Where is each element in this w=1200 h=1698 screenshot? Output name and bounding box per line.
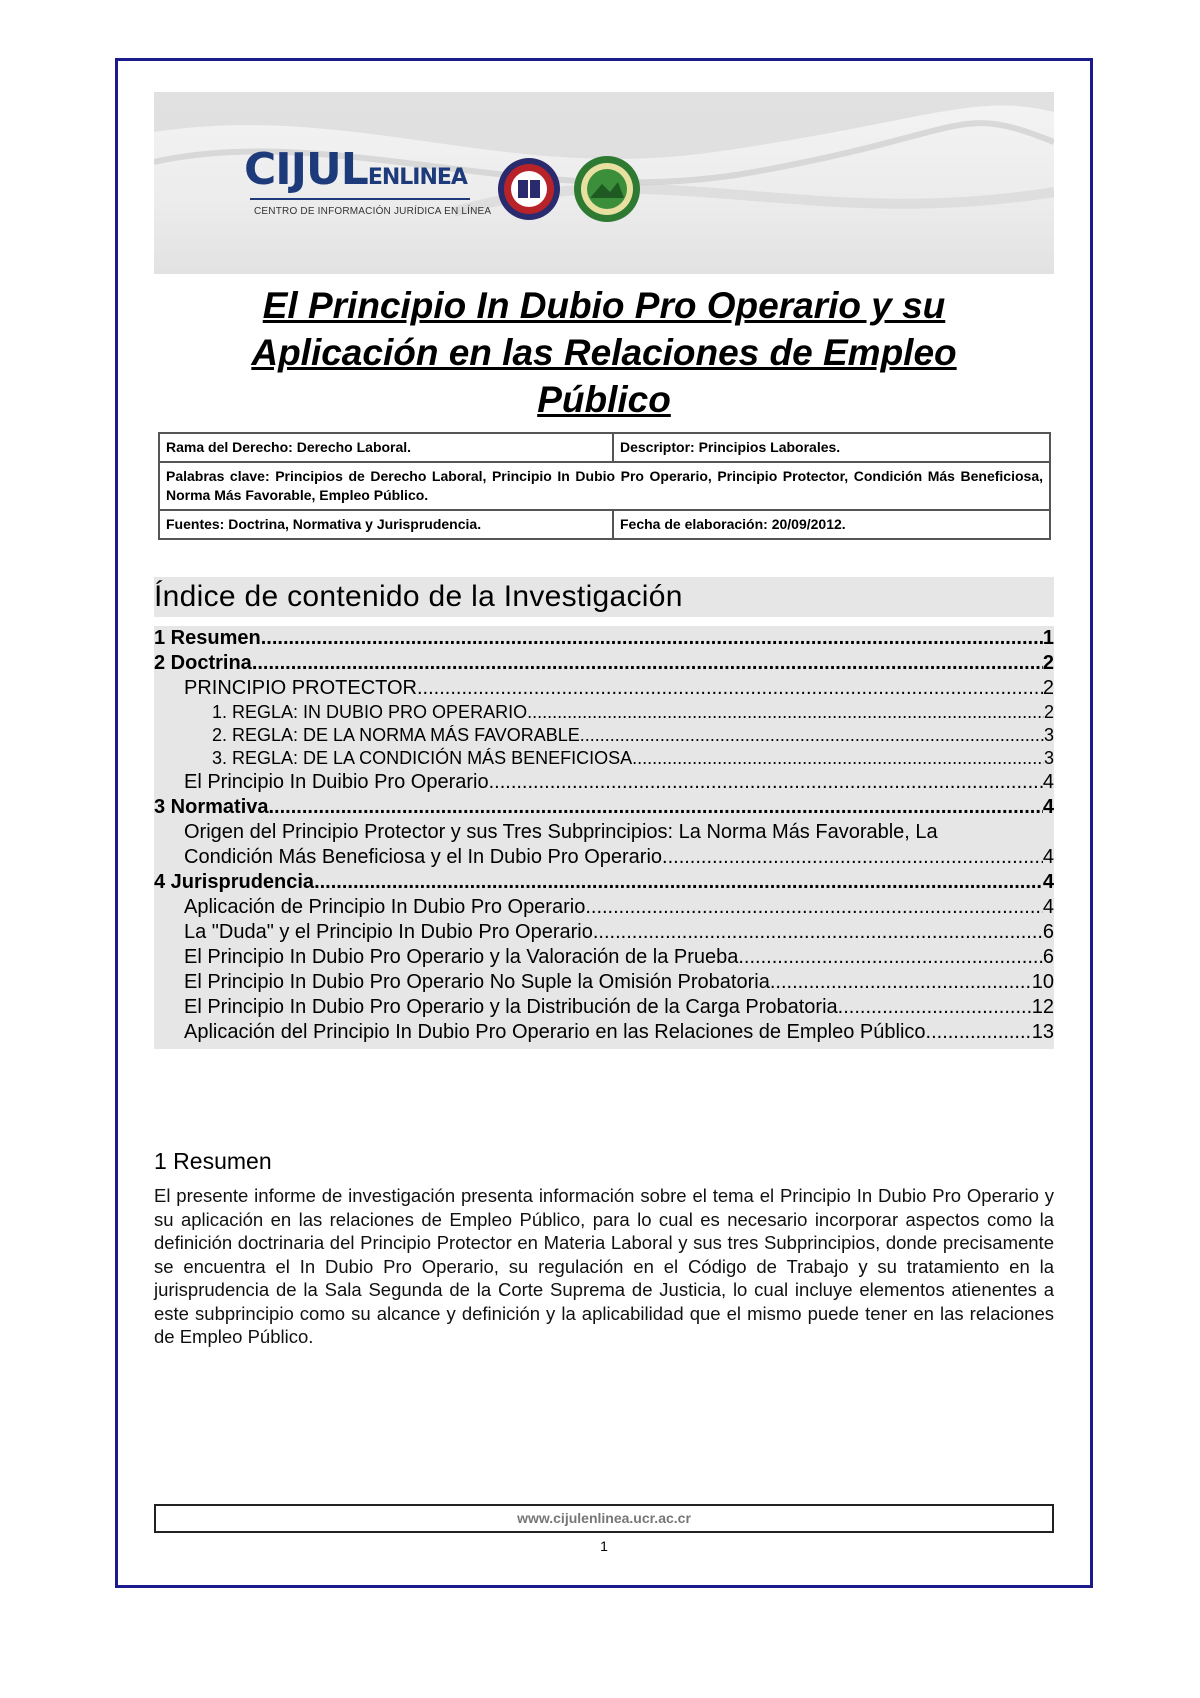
toc-leader	[252, 651, 1043, 676]
meta-descriptor: Descriptor: Principios Laborales.	[613, 433, 1050, 462]
toc-page: 3	[1043, 748, 1054, 768]
toc-leader	[269, 795, 1043, 820]
toc-page: 1	[1042, 627, 1054, 649]
toc-item-omision[interactable]	[154, 970, 1054, 995]
toc-item-regla-3[interactable]	[154, 747, 1054, 770]
toc-leader	[489, 770, 1043, 795]
toc-item-normativa[interactable]	[154, 795, 1054, 820]
toc-item-valoracion[interactable]	[154, 945, 1054, 970]
toc-item-principio-duibio[interactable]	[154, 770, 1054, 795]
toc-item-regla-2[interactable]	[154, 724, 1054, 747]
footer-url[interactable]: www.cijulenlinea.ucr.ac.cr	[154, 1504, 1054, 1533]
toc-page: 2	[1042, 652, 1054, 674]
logo-subtitle: CENTRO DE INFORMACIÓN JURÍDICA EN LÍNEA	[254, 206, 492, 217]
toc-item-origen-line-2[interactable]	[154, 845, 1054, 870]
toc-item-empleo-publico[interactable]	[154, 1020, 1054, 1045]
toc-leader	[632, 747, 1044, 770]
toc-leader	[417, 676, 1043, 701]
toc-leader	[314, 870, 1043, 895]
toc-item-origen-line-1[interactable]	[154, 820, 1054, 845]
toc-leader	[838, 995, 1032, 1020]
toc-item-carga[interactable]	[154, 995, 1054, 1020]
toc-item-text: El Principio In Dubio Pro Operario y la Distribución de la Carga Probatoria	[184, 996, 838, 1018]
toc-leader	[261, 626, 1043, 651]
toc-page: 2	[1043, 702, 1054, 722]
meta-palabras-clave: Palabras clave: Principios de Derecho Laboral, Principio In Dubio Pro Operario, Principio Protector, Condición Más Beneficiosa, Norma Más Favorable, Empleo Público.	[159, 462, 1050, 510]
toc-page: 6	[1042, 921, 1054, 943]
toc-item-text: La "Duda" y el Principio In Dubio Pro Operario	[184, 921, 593, 943]
table-of-contents	[154, 626, 1054, 1049]
toc-page: 13	[1031, 1021, 1054, 1043]
resumen-heading: 1 Resumen	[154, 1148, 272, 1174]
toc-leader	[668, 845, 1043, 870]
toc-page: 12	[1031, 996, 1054, 1018]
toc-leader	[527, 701, 1044, 724]
toc-item-principio-protector[interactable]	[154, 676, 1054, 701]
toc-page: 6	[1042, 946, 1054, 968]
toc-page: 4	[1042, 896, 1054, 918]
toc-item-jurisprudencia[interactable]	[154, 870, 1054, 895]
toc-item-text: El Principio In Dubio Pro Operario y la Valoración de la Prueba	[184, 946, 739, 968]
toc-item-text: 3. REGLA: DE LA CONDICIÓN MÁS BENEFICIOSA	[212, 748, 633, 768]
toc-leader	[738, 945, 1043, 970]
toc-page: 4	[1042, 871, 1054, 893]
toc-item-text: PRINCIPIO PROTECTOR	[184, 677, 417, 699]
logo-suffix-text: ENLINEA	[367, 165, 467, 190]
logo-main-text: CIJUL	[244, 144, 368, 195]
toc-page: 2	[1042, 677, 1054, 699]
toc-item-text: Origen del Principio Protector y sus Tres Subprincipios: La Norma Más Favorable, La	[184, 821, 938, 843]
title-line-3: Público	[537, 379, 671, 420]
title-line-2: Aplicación en las Relaciones de Empleo	[251, 332, 957, 373]
ucr-seal-icon	[496, 156, 562, 222]
toc-leader	[585, 895, 1043, 920]
toc-item-resumen[interactable]	[154, 626, 1054, 651]
toc-item-text: El Principio In Dubio Pro Operario No Suple la Omisión Probatoria	[184, 971, 770, 993]
toc-page: 3	[1043, 725, 1054, 745]
meta-fecha: Fecha de elaboración: 20/09/2012.	[613, 510, 1050, 539]
toc-page: 4	[1042, 771, 1054, 793]
toc-item-text: Condición Más Beneficiosa y el In Dubio Pro Operario.	[184, 846, 668, 868]
toc-item-text: 2 Doctrina	[154, 652, 252, 674]
faculty-seal-icon	[572, 154, 642, 224]
toc-item-text: 2. REGLA: DE LA NORMA MÁS FAVORABLE	[212, 725, 580, 745]
index-heading: Índice de contenido de la Investigación	[154, 577, 1054, 617]
toc-item-text: 1. REGLA: IN DUBIO PRO OPERARIO	[212, 702, 528, 722]
toc-item-text: Aplicación del Principio In Dubio Pro Operario en las Relaciones de Empleo Público.	[184, 1021, 932, 1043]
toc-page: 10	[1031, 971, 1054, 993]
toc-leader	[580, 724, 1044, 747]
cijul-logo	[244, 144, 467, 195]
resumen-body: El presente informe de investigación presenta información sobre el tema el Principio In Dubio Pro Operario y su aplicación en las relaciones de Empleo Público, para lo cual es necesario incorporar aspectos como la definición doctrinaria del Principio Protector en Materia Laboral y sus tres Subprincipios, donde precisamente se encuentra el In Dubio Pro Operario, su regulación en el Código de Trabajo y su tratamiento en la jurisprudencia de la Sala Segunda de la Corte Suprema de Justicia, lo cual incluye elementos atienentes a este subprincipio como su alcance y definición y la aplicabilidad que el mismo puede tener en las relaciones de Empleo Público.	[154, 1185, 1054, 1347]
meta-fuentes: Fuentes: Doctrina, Normativa y Jurisprudencia.	[159, 510, 613, 539]
toc-item-regla-1[interactable]	[154, 701, 1054, 724]
toc-item-text: 3 Normativa	[154, 796, 269, 818]
toc-item-aplicacion[interactable]	[154, 895, 1054, 920]
toc-item-text: El Principio In Duibio Pro Operario	[184, 771, 489, 793]
logo-underline	[250, 198, 470, 200]
toc-leader	[931, 1020, 1032, 1045]
toc-item-text: 4 Jurisprudencia	[154, 871, 315, 893]
metadata-table	[158, 432, 1051, 540]
toc-page: 4	[1042, 796, 1054, 818]
title-line-1: El Principio In Dubio Pro Operario y su	[262, 285, 946, 326]
page-number: 1	[600, 1538, 608, 1554]
toc-page: 4	[1042, 846, 1054, 868]
meta-rama: Rama del Derecho: Derecho Laboral.	[159, 433, 613, 462]
toc-item-text: 1 Resumen	[154, 627, 261, 649]
toc-leader	[593, 920, 1043, 945]
toc-item-duda[interactable]	[154, 920, 1054, 945]
toc-item-doctrina[interactable]	[154, 651, 1054, 676]
header-banner	[154, 92, 1054, 274]
toc-leader	[770, 970, 1032, 995]
toc-item-text: Aplicación de Principio In Dubio Pro Operario	[184, 896, 586, 918]
document-title	[154, 282, 1054, 423]
